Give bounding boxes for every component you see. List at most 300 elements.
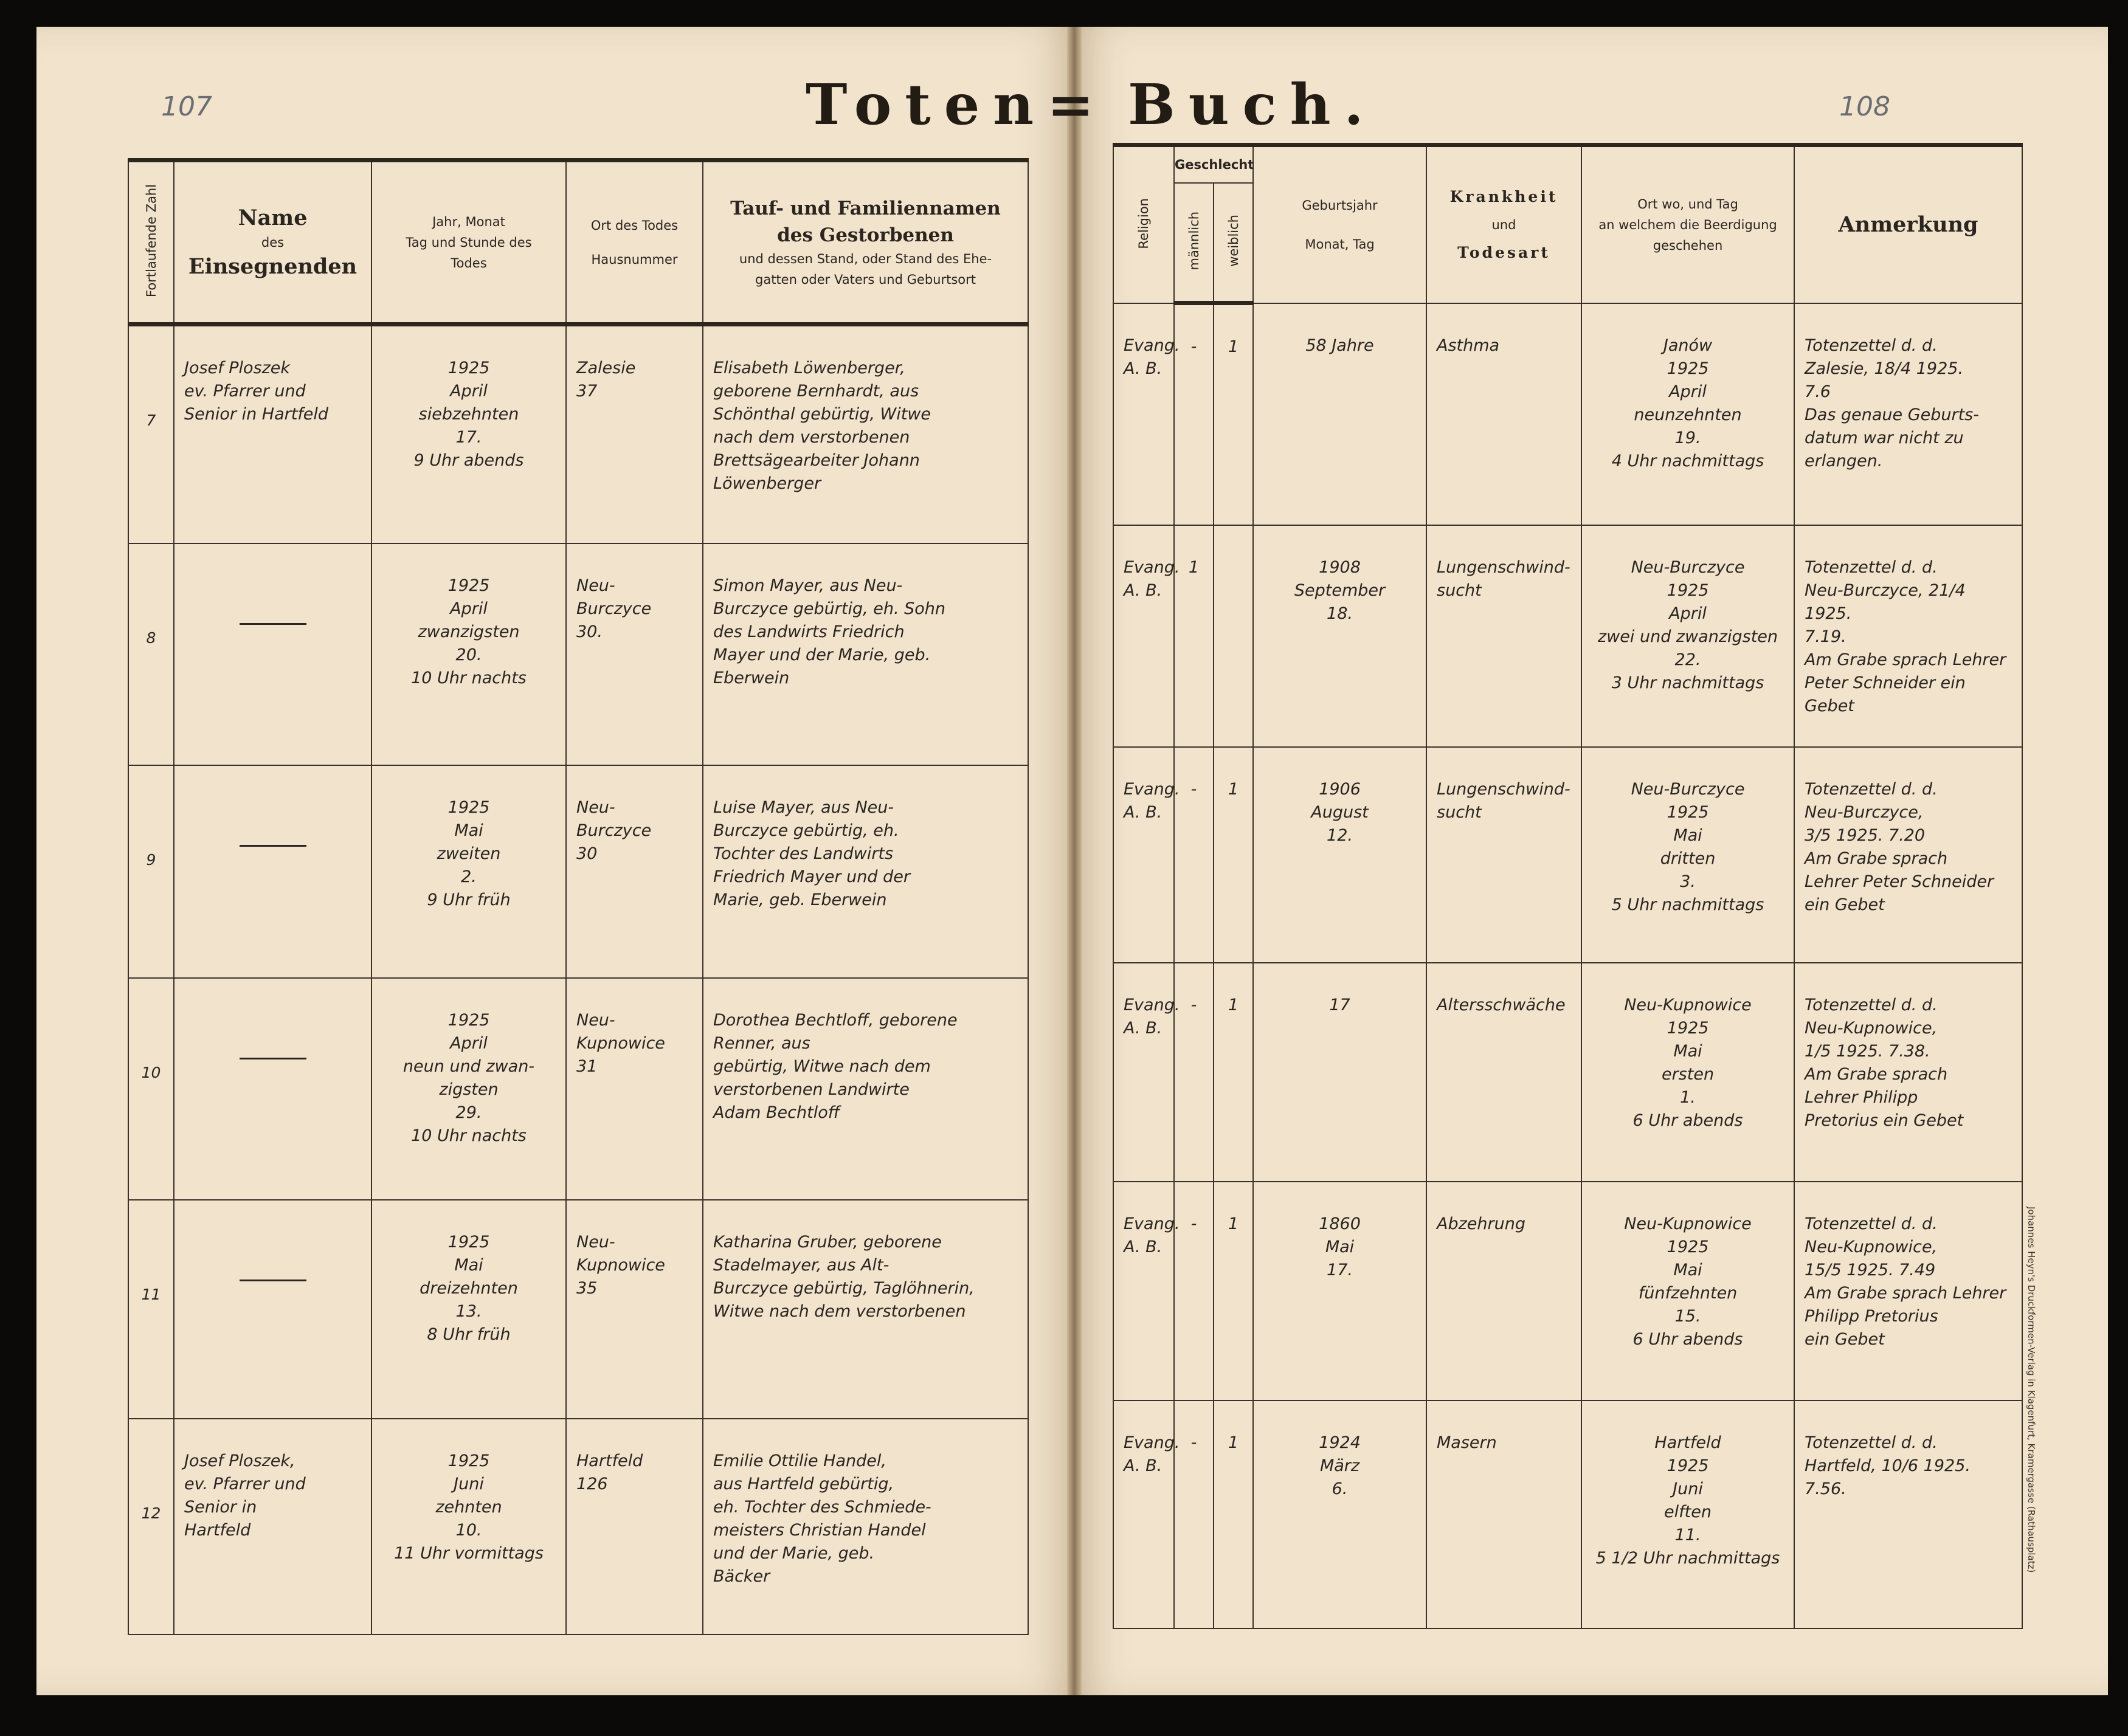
burial-line: 3.: [1680, 872, 1696, 891]
burial-line: ersten: [1661, 1064, 1715, 1084]
deceased-name-line: und der Marie, geb.: [713, 1543, 875, 1563]
remark: [1794, 525, 2022, 747]
deceased-name: [703, 978, 1028, 1200]
birth-date-line: März: [1319, 1456, 1360, 1475]
birth-date-line: 1860: [1319, 1214, 1361, 1233]
header-religion: Religion: [1113, 145, 1174, 303]
death-date-line: 10.: [455, 1520, 482, 1540]
remark-line: Neu-Kupnowice,: [1805, 1237, 1938, 1256]
death-place-line: 30: [576, 844, 598, 863]
burial: [1581, 747, 1794, 963]
table-row: [128, 765, 1028, 978]
header-place: Ort des Todes Hausnummer: [566, 160, 703, 325]
table-row: [128, 978, 1028, 1200]
burial-line: neunzehnten: [1634, 405, 1742, 424]
burial-line: Mai: [1673, 825, 1702, 845]
deceased-name-line: Burczyce gebürtig, Taglöhnerin,: [713, 1278, 975, 1298]
illness: [1426, 525, 1581, 747]
header-female: weiblich: [1214, 183, 1253, 303]
burial-line: 1925: [1667, 802, 1709, 822]
death-date-line: 17.: [455, 428, 482, 447]
death-date-line: zwanzigsten: [418, 622, 520, 641]
deceased-name: [703, 325, 1028, 543]
death-place: [566, 978, 703, 1200]
burial-line: 19.: [1674, 428, 1701, 447]
deceased-name-line: Renner, aus: [713, 1033, 810, 1053]
dash-mark: [240, 845, 306, 847]
officiant: [174, 978, 371, 1200]
dash-mark: [240, 1058, 306, 1059]
remark-line: Totenzettel d. d.: [1805, 779, 1938, 799]
remark-line: Am Grabe sprach: [1805, 849, 1948, 868]
remark-line: Totenzettel d. d.: [1805, 1433, 1938, 1452]
birth-date-line: 1924: [1319, 1433, 1361, 1452]
entry-number: [128, 1200, 174, 1419]
sex-female-value: 1: [1228, 779, 1239, 799]
death-place: [566, 1200, 703, 1419]
remark-line: Totenzettel d. d.: [1805, 557, 1938, 577]
deceased-name-line: geborene Bernhardt, aus: [713, 382, 919, 401]
table-row: [1113, 963, 2022, 1182]
death-place-line: Neu-: [576, 1010, 615, 1030]
burial-line: Hartfeld: [1654, 1433, 1721, 1452]
death-place-line: Burczyce: [576, 821, 652, 840]
remark: [1794, 303, 2022, 525]
religion: [1113, 747, 1180, 963]
sex-female: [1214, 525, 1253, 747]
remark-line: 1/5 1925. 7.38.: [1805, 1041, 1930, 1061]
burial: [1581, 303, 1794, 525]
religion-line: A. B.: [1124, 802, 1162, 822]
birth-date-line: 1906: [1319, 779, 1361, 799]
burial-line: April: [1669, 604, 1707, 623]
sex-female: [1214, 1182, 1253, 1400]
officiant: [174, 765, 371, 978]
death-date-line: dreizehnten: [420, 1278, 518, 1298]
religion: [1113, 303, 1180, 525]
sex-female: [1214, 747, 1253, 963]
sex-male: [1174, 303, 1214, 525]
burial-line: 4 Uhr nachmittags: [1611, 451, 1764, 470]
remark: [1794, 1400, 2022, 1628]
burial-line: 1.: [1680, 1087, 1696, 1107]
death-place-line: Burczyce: [576, 599, 652, 618]
birth-date: [1253, 1182, 1426, 1400]
table-row: [1113, 747, 2022, 963]
birth-date: [1253, 303, 1426, 525]
death-place-line: 126: [576, 1474, 608, 1493]
officiant-line: ev. Pfarrer und: [184, 382, 306, 401]
remark-line: Neu-Kupnowice,: [1805, 1018, 1938, 1038]
deceased-name-line: des Landwirts Friedrich: [713, 622, 905, 641]
illness-line: Altersschwäche: [1437, 995, 1566, 1014]
burial-line: Neu-Burczyce: [1631, 557, 1745, 577]
illness-line: Abzehrung: [1437, 1214, 1525, 1233]
officiant-line: Josef Ploszek,: [184, 1451, 295, 1470]
birth-date-line: 58 Jahre: [1305, 336, 1374, 355]
religion-line: Evang.: [1124, 779, 1180, 799]
officiant-line: Josef Ploszek: [184, 359, 291, 377]
sex-female-value: 1: [1228, 1214, 1239, 1233]
burial-line: Neu-Burczyce: [1631, 779, 1745, 799]
birth-date: [1253, 1400, 1426, 1628]
sex-male-value: -: [1190, 1214, 1197, 1233]
title-right: Buch.: [1128, 72, 1377, 137]
officiant-line: Senior in Hartfeld: [184, 405, 329, 424]
remark: [1794, 1182, 2022, 1400]
right-register-table: [1113, 143, 2023, 1629]
illness: [1426, 303, 1581, 525]
death-date: [371, 978, 566, 1200]
remark-line: erlangen.: [1805, 451, 1883, 470]
remark-line: 3/5 1925. 7.20: [1805, 825, 1926, 845]
burial-line: April: [1669, 382, 1707, 401]
birth-date-line: 18.: [1327, 604, 1353, 623]
death-date-line: 29.: [455, 1103, 482, 1122]
birth-date-line: 17.: [1327, 1260, 1353, 1280]
illness: [1426, 963, 1581, 1182]
deceased-name-line: verstorbenen Landwirte: [713, 1080, 910, 1099]
death-place-line: Kupnowice: [576, 1255, 665, 1275]
religion-line: A. B.: [1124, 1018, 1162, 1038]
burial: [1581, 1400, 1794, 1628]
death-place-line: 31: [576, 1056, 598, 1076]
burial-line: dritten: [1660, 849, 1716, 868]
sex-female: [1214, 303, 1253, 525]
remark-line: 7.56.: [1805, 1479, 1846, 1498]
death-date-line: April: [450, 599, 488, 618]
deceased-name-line: Brettsägearbeiter Johann: [713, 451, 920, 470]
table-row: [128, 1419, 1028, 1634]
religion-line: A. B.: [1124, 1237, 1162, 1256]
remark-line: ein Gebet: [1805, 895, 1885, 914]
sex-male: [1174, 963, 1214, 1182]
remark-line: Totenzettel d. d.: [1805, 995, 1938, 1014]
death-date-line: siebzehnten: [418, 405, 519, 424]
remark-line: Peter Schneider ein: [1805, 673, 1966, 692]
entry-number-value: 10: [141, 1063, 161, 1081]
burial-line: 5 Uhr nachmittags: [1611, 895, 1764, 914]
deceased-name-line: nach dem verstorbenen: [713, 428, 910, 447]
death-date-line: 1925: [447, 1451, 490, 1470]
deceased-name: [703, 543, 1028, 765]
table-row: [128, 325, 1028, 543]
sex-male-value: -: [1190, 779, 1197, 799]
death-date-line: 1925: [447, 576, 490, 595]
page-number-right: 108: [1839, 91, 1890, 122]
sex-male: [1174, 525, 1214, 747]
entry-number-value: 11: [141, 1285, 161, 1303]
remark: [1794, 747, 2022, 963]
death-date-line: 11 Uhr vormittags: [394, 1543, 544, 1563]
header-birth: Geburtsjahr Monat, Tag: [1253, 145, 1426, 303]
burial-line: Mai: [1673, 1260, 1702, 1280]
deceased-name-line: Bäcker: [713, 1566, 770, 1586]
sex-female-value: [1214, 526, 1252, 562]
death-place-line: Neu-: [576, 1232, 615, 1252]
sex-female: [1214, 1400, 1253, 1628]
burial-line: 11.: [1674, 1525, 1701, 1545]
remark: [1794, 963, 2022, 1182]
illness-line: Masern: [1437, 1433, 1497, 1452]
death-date-line: Mai: [454, 821, 483, 840]
deceased-name-line: Tochter des Landwirts: [713, 844, 894, 863]
death-place-line: Hartfeld: [576, 1451, 643, 1470]
death-place-line: Neu-: [576, 576, 615, 595]
illness: [1426, 1400, 1581, 1628]
deceased-name-line: Adam Bechtloff: [713, 1103, 840, 1122]
illness: [1426, 747, 1581, 963]
deceased-name-line: Stadelmayer, aus Alt-: [713, 1255, 890, 1275]
religion-line: A. B.: [1124, 359, 1162, 378]
officiant: [174, 325, 371, 543]
death-date: [371, 765, 566, 978]
officiant-line: ev. Pfarrer und: [184, 1474, 306, 1493]
religion-line: Evang.: [1124, 995, 1180, 1014]
sex-female-value: 1: [1228, 1433, 1239, 1452]
birth-date-line: 1908: [1319, 557, 1361, 577]
burial-line: Janów: [1663, 336, 1713, 355]
death-date-line: Mai: [454, 1255, 483, 1275]
sex-male: [1174, 747, 1214, 963]
entry-number-value: 7: [146, 412, 156, 429]
remark-line: Pretorius ein Gebet: [1805, 1111, 1964, 1130]
burial-line: 1925: [1667, 580, 1709, 600]
death-date-line: 9 Uhr abends: [413, 451, 524, 470]
remark-line: 7.6: [1805, 382, 1831, 401]
deceased-name-line: aus Hartfeld gebürtig,: [713, 1474, 894, 1493]
burial-line: Mai: [1673, 1041, 1702, 1061]
dash-mark: [240, 1280, 306, 1281]
birth-date: [1253, 963, 1426, 1182]
remark-line: Zalesie, 18/4 1925.: [1805, 359, 1964, 378]
entry-number: [128, 978, 174, 1200]
deceased-name-line: Burczyce gebürtig, eh.: [713, 821, 899, 840]
header-burial: Ort wo, und Tag an welchem die Beerdigung geschehen: [1581, 145, 1794, 303]
death-date: [371, 1419, 566, 1634]
death-place-line: 35: [576, 1278, 598, 1298]
page-number-left: 107: [161, 91, 212, 122]
table-row: [1113, 525, 2022, 747]
deceased-name-line: eh. Tochter des Schmiede-: [713, 1497, 931, 1517]
table-row: [1113, 1400, 2022, 1628]
birth-date-line: 12.: [1327, 825, 1353, 845]
death-date-line: 10 Uhr nachts: [411, 1126, 527, 1145]
burial-line: Neu-Kupnowice: [1624, 995, 1752, 1014]
death-date: [371, 325, 566, 543]
remark-line: 15/5 1925. 7.49: [1805, 1260, 1936, 1280]
death-date-line: 8 Uhr früh: [427, 1324, 511, 1344]
death-date-line: neun und zwan-: [402, 1056, 535, 1076]
death-date-line: 1925: [447, 1232, 490, 1252]
header-name: Name des Einsegnenden: [174, 160, 371, 325]
deceased-name: [703, 765, 1028, 978]
death-date-line: 10 Uhr nachts: [411, 668, 527, 687]
illness-line: Asthma: [1437, 336, 1500, 355]
remark-line: Totenzettel d. d.: [1805, 1214, 1938, 1233]
officiant: [174, 1419, 371, 1634]
remark-line: Philipp Pretorius: [1805, 1306, 1938, 1326]
officiant-line: Senior in: [184, 1497, 257, 1517]
header-illness: Krankheit und Todesart: [1426, 145, 1581, 303]
birth-date: [1253, 747, 1426, 963]
publisher-imprint: Johannes Heyn's Druckformen-Verlag in Klagenfurt, Kramergasse (Rathausplatz): [2026, 1207, 2037, 1573]
death-place: [566, 543, 703, 765]
entry-number: [128, 765, 174, 978]
sex-male-value: -: [1190, 1433, 1197, 1452]
sex-male-value: 1: [1188, 557, 1200, 577]
burial-line: 6 Uhr abends: [1632, 1329, 1743, 1349]
burial-line: fünfzehnten: [1638, 1283, 1738, 1303]
burial-line: 1925: [1667, 1456, 1709, 1475]
table-row: [1113, 303, 2022, 525]
entry-number: [128, 543, 174, 765]
remark-line: Totenzettel d. d.: [1805, 336, 1938, 355]
death-date: [371, 1200, 566, 1419]
dash-mark: [240, 623, 306, 625]
death-date-line: 20.: [455, 645, 482, 664]
deceased-name: [703, 1419, 1028, 1634]
illness-line: Lungenschwind-: [1437, 779, 1570, 799]
left-register-table: [128, 158, 1029, 1635]
entry-number-value: 8: [146, 629, 156, 647]
death-place-line: 30.: [576, 622, 603, 641]
birth-date-line: September: [1294, 580, 1386, 600]
deceased-name-line: Emilie Ottilie Handel,: [713, 1451, 886, 1470]
officiant-line: Hartfeld: [184, 1520, 251, 1540]
deceased-name-line: Löwenberger: [713, 474, 821, 493]
entry-number-value: 9: [146, 850, 156, 869]
sex-female: [1214, 963, 1253, 1182]
religion-line: Evang.: [1124, 336, 1180, 355]
deceased-name-line: Dorothea Bechtloff, geborene: [713, 1010, 958, 1030]
deceased-name-line: Katharina Gruber, geborene: [713, 1232, 942, 1252]
sex-male-value: -: [1190, 337, 1197, 356]
title-left: Toten=: [806, 72, 1108, 137]
entry-number-value: 12: [141, 1504, 161, 1522]
religion-line: Evang.: [1124, 1433, 1180, 1452]
burial-line: 5 1/2 Uhr nachmittags: [1595, 1548, 1780, 1568]
death-place-line: Neu-: [576, 797, 615, 817]
entry-number: [128, 325, 174, 543]
remark-line: Am Grabe sprach Lehrer: [1805, 650, 2006, 669]
remark-line: Neu-Burczyce,: [1805, 802, 1924, 822]
deceased-name-line: Mayer und der Marie, geb.: [713, 645, 931, 664]
death-date-line: 2.: [461, 867, 477, 886]
header-count: Fortlaufende Zahl: [128, 160, 174, 325]
header-remark: Anmerkung: [1794, 145, 2022, 303]
death-place: [566, 765, 703, 978]
deceased-name-line: Marie, geb. Eberwein: [713, 890, 887, 909]
religion-line: A. B.: [1124, 580, 1162, 600]
deceased-name-line: Eberwein: [713, 668, 790, 687]
deceased-name-line: Simon Mayer, aus Neu-: [713, 576, 903, 595]
sex-male: [1174, 1400, 1214, 1628]
death-date-line: 1925: [447, 359, 490, 377]
religion: [1113, 1400, 1180, 1628]
burial-line: zwei und zwanzigsten: [1598, 627, 1778, 646]
burial-line: 3 Uhr nachmittags: [1611, 673, 1764, 692]
religion-line: Evang.: [1124, 557, 1180, 577]
death-date-line: zweiten: [437, 844, 501, 863]
remark-line: Hartfeld, 10/6 1925.: [1805, 1456, 1971, 1475]
table-row: [128, 543, 1028, 765]
header-family: Tauf- und Familiennamen des Gestorbenen und dessen Stand, oder Stand des Ehe- gatten oder Vaters und Geburtsort: [703, 160, 1028, 325]
death-date-line: Juni: [454, 1474, 484, 1493]
religion: [1113, 963, 1180, 1182]
burial-line: 6 Uhr abends: [1632, 1111, 1743, 1130]
burial-line: 15.: [1674, 1306, 1701, 1326]
remark-line: Am Grabe sprach: [1805, 1064, 1948, 1084]
birth-date: [1253, 525, 1426, 747]
deceased-name-line: Burczyce gebürtig, eh. Sohn: [713, 599, 946, 618]
burial-line: 22.: [1674, 650, 1701, 669]
header-date: Jahr, Monat Tag und Stunde des Todes: [371, 160, 566, 325]
burial-line: 1925: [1667, 1237, 1709, 1256]
remark-line: Lehrer Peter Schneider: [1805, 872, 1994, 891]
deceased-name-line: Luise Mayer, aus Neu-: [713, 797, 894, 817]
deceased-name-line: Friedrich Mayer und der: [713, 867, 910, 886]
officiant: [174, 1200, 371, 1419]
illness: [1426, 1182, 1581, 1400]
death-date-line: 1925: [447, 1010, 490, 1030]
death-place-line: Kupnowice: [576, 1033, 665, 1053]
religion-line: Evang.: [1124, 1214, 1180, 1233]
illness-line: sucht: [1437, 580, 1482, 600]
death-date-line: 13.: [455, 1301, 482, 1321]
sex-female-value: 1: [1228, 995, 1239, 1014]
death-place-line: Zalesie: [576, 359, 636, 377]
sex-female-value: 1: [1228, 337, 1239, 356]
deceased-name-line: Elisabeth Löwenberger,: [713, 359, 905, 377]
burial-line: Juni: [1673, 1479, 1703, 1498]
birth-date-line: Mai: [1325, 1237, 1355, 1256]
remark-line: 7.19.: [1805, 627, 1846, 646]
burial-line: elften: [1664, 1502, 1712, 1521]
deceased-name: [703, 1200, 1028, 1419]
remark-line: Das genaue Geburts-: [1805, 405, 1979, 424]
remark-line: ein Gebet: [1805, 1329, 1885, 1349]
table-row: [1113, 1182, 2022, 1400]
deceased-name-line: Witwe nach dem verstorbenen: [713, 1301, 966, 1321]
deceased-name-line: meisters Christian Handel: [713, 1520, 926, 1540]
burial-line: Neu-Kupnowice: [1624, 1214, 1752, 1233]
death-place: [566, 325, 703, 543]
remark-line: Gebet: [1805, 696, 1854, 715]
header-male: männlich: [1174, 183, 1214, 303]
entry-number: [128, 1419, 174, 1634]
death-date-line: 1925: [447, 797, 490, 817]
officiant: [174, 543, 371, 765]
table-row: [128, 1200, 1028, 1419]
sex-male: [1174, 1182, 1214, 1400]
birth-date-line: August: [1311, 802, 1369, 822]
death-date-line: April: [450, 382, 488, 401]
deceased-name-line: gebürtig, Witwe nach dem: [713, 1056, 931, 1076]
burial: [1581, 525, 1794, 747]
remark-line: Am Grabe sprach Lehrer: [1805, 1283, 2006, 1303]
burial-line: 1925: [1667, 1018, 1709, 1038]
illness-line: sucht: [1437, 802, 1482, 822]
religion: [1113, 1182, 1180, 1400]
religion-line: A. B.: [1124, 1456, 1162, 1475]
header-sex: Geschlecht: [1174, 145, 1253, 183]
remark-line: Neu-Burczyce, 21/4 1925.: [1805, 580, 1966, 623]
birth-date-line: 6.: [1332, 1479, 1348, 1498]
burial-line: 1925: [1667, 359, 1709, 378]
death-date-line: April: [450, 1033, 488, 1053]
remark-line: Lehrer Philipp: [1805, 1087, 1918, 1107]
